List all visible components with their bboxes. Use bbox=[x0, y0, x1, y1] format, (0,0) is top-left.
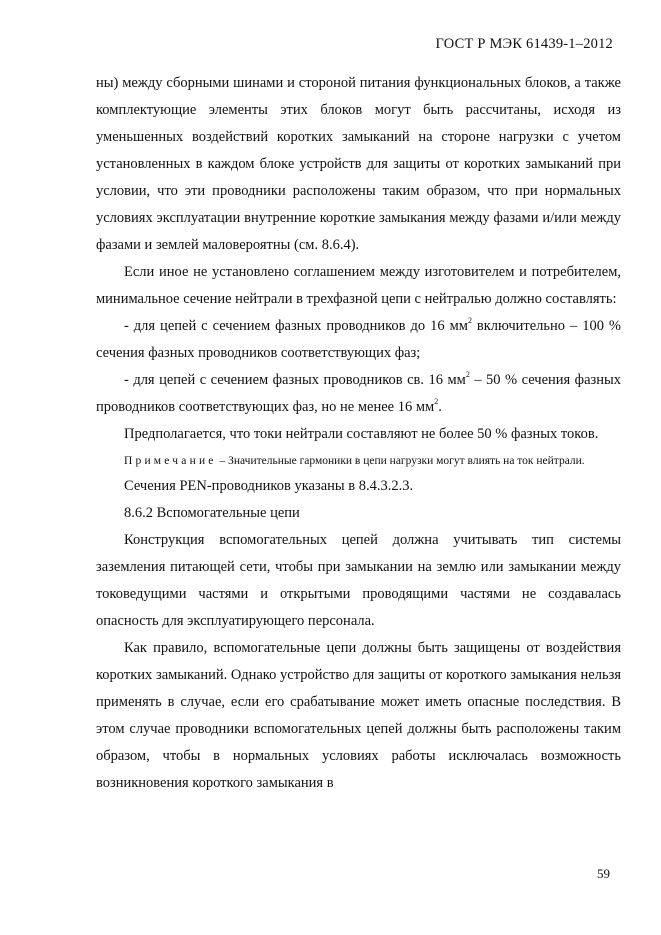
list-item-text: включительно – 100 % сечения фазных проводников соответствующих фаз; bbox=[96, 318, 621, 361]
section-heading: 8.6.2 Вспомогательные цепи bbox=[124, 505, 300, 521]
paragraph-neutral-currents: Предполагается, что токи нейтрали составляют не более 50 % фазных токов. bbox=[124, 426, 599, 442]
list-item-text: - для цепей с сечением фазных проводников св. 16 мм bbox=[124, 372, 466, 388]
note bbox=[96, 449, 621, 473]
superscript: 2 bbox=[465, 370, 470, 380]
paragraph-pen-conductors: Сечения PEN-проводников указаны в 8.4.3.2.3. bbox=[124, 478, 414, 494]
paragraph-auxiliary-design: Конструкция вспомогательных цепей должна учитывать тип системы заземления питающей сети, чтобы при замыкании на землю или замыкании между токоведущими частями и открытыми проводящими частями не создавалась опасность для эксплуатирующего персонала. bbox=[96, 532, 621, 629]
superscript: 2 bbox=[467, 316, 472, 326]
list-item-above-16 bbox=[96, 367, 621, 421]
page-body bbox=[96, 70, 621, 797]
superscript: 2 bbox=[434, 397, 439, 407]
list-item-text: . bbox=[438, 399, 442, 415]
paragraph-auxiliary-protection: Как правило, вспомогательные цепи должны быть защищены от воздействия коротких замыканий. Однако устройство для защиты от короткого замыкания нельзя применять в случае, если его срабатывание может иметь опасные последствия. В этом случае проводники вспомогательных цепей должны быть расположены таким образом, чтобы в нормальных условиях работы исключалась возможность возникновения короткого замыкания в bbox=[96, 640, 621, 791]
note-text: – Значительные гармоники в цепи нагрузки могут влиять на ток нейтрали. bbox=[216, 455, 585, 467]
paragraph-continuation: ны) между сборными шинами и стороной питания функциональных блоков, а также комплектующие элементы этих блоков могут быть рассчитаны, исходя из уменьшенных воздействий коротких замыканий на стороне нагрузки с учетом установленных в каждом блоке устройств для защиты от коротких замыканий при условии, что эти проводники расположены таким образом, что при нормальных условиях эксплуатации внутренние короткие замыкания между фазами и/или между фазами и землей маловероятны (см. 8.6.4). bbox=[96, 75, 621, 253]
paragraph-neutral-section: Если иное не установлено соглашением между изготовителем и потребителем, минимальное сечение нейтрали в трехфазной цепи с нейтралью должно составлять: bbox=[96, 264, 621, 307]
list-item-text: – 50 % сечения фазных проводников соответствующих фаз, но не менее 16 мм bbox=[96, 372, 621, 415]
note-label: Примечание bbox=[124, 455, 217, 467]
list-item-up-to-16 bbox=[96, 313, 621, 367]
document-header: ГОСТ Р МЭК 61439-1–2012 bbox=[435, 36, 613, 52]
list-item-text: - для цепей с сечением фазных проводников до 16 мм bbox=[124, 318, 468, 334]
page-number: 59 bbox=[597, 866, 610, 881]
